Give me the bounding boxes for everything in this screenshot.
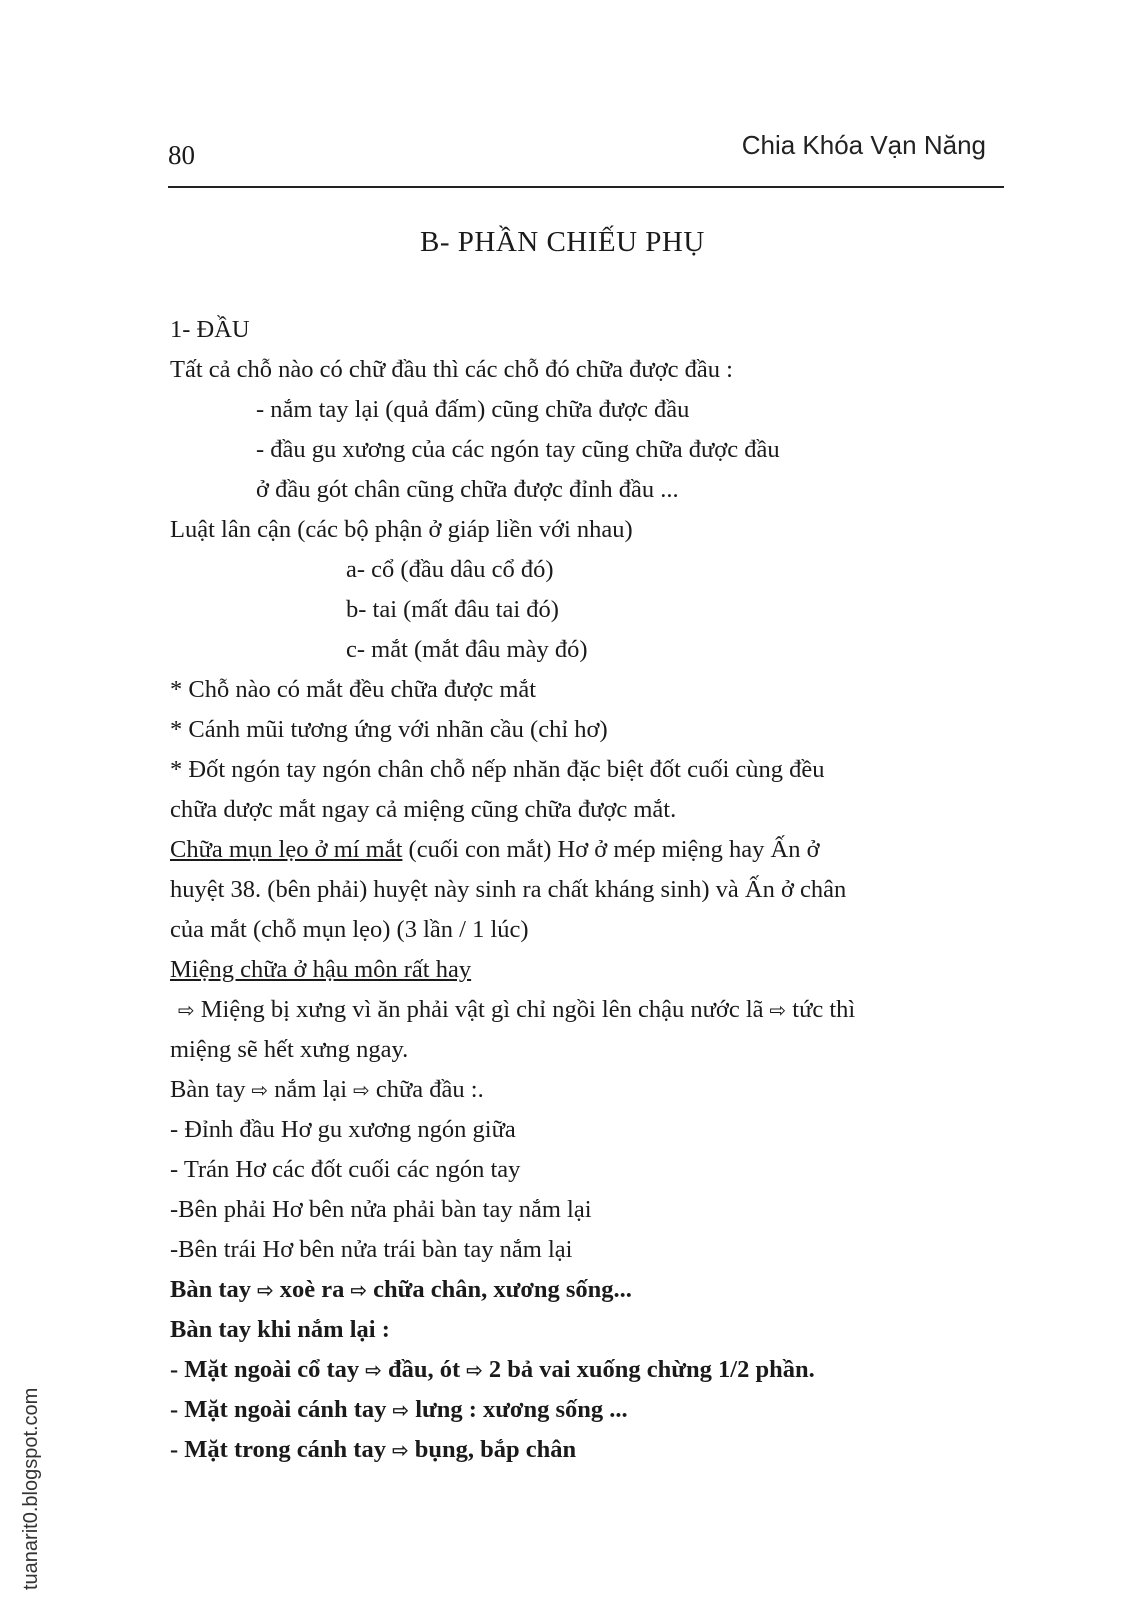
text-line: 1- ĐẦU: [170, 316, 250, 343]
text-fragment: - Mặt trong cánh tay: [170, 1436, 386, 1463]
arrow-icon: ⇨: [178, 998, 195, 1022]
arrow-icon: ⇨: [257, 1278, 274, 1302]
text-line: Bàn tay khi nắm lại :: [170, 1316, 390, 1343]
arrow-icon: ⇨: [466, 1358, 483, 1382]
text-line: * Cánh mũi tương ứng với nhãn cầu (chỉ hơ): [170, 716, 608, 743]
page-number: 80: [168, 140, 195, 170]
text-line: huyệt 38. (bên phải) huyệt này sinh ra chất kháng sinh) và Ấn ở chân: [170, 876, 847, 903]
text-line: của mắt (chỗ mụn lẹo) (3 lần / 1 lúc): [170, 916, 529, 943]
arrow-icon: ⇨: [350, 1278, 368, 1302]
text-fragment: bụng, bắp chân: [414, 1436, 577, 1463]
text-fragment: 2 bả vai xuống chừng 1/2 phần.: [488, 1356, 815, 1383]
text-line: [170, 1070, 1030, 1110]
arrow-icon: ⇨: [353, 1078, 370, 1102]
arrow-icon: ⇨: [251, 1078, 269, 1102]
text-line: - Trán Hơ các đốt cuối các ngón tay: [170, 1156, 521, 1183]
text-line: a- cổ (đầu dâu cổ đó): [346, 556, 554, 583]
text-line: [170, 830, 1030, 870]
text-line: [170, 1270, 1030, 1310]
text-fragment: tức thì: [792, 996, 856, 1023]
text-line: -Bên trái Hơ bên nửa trái bàn tay nắm lại: [170, 1236, 573, 1263]
text-line: miệng sẽ hết xưng ngay.: [170, 1036, 409, 1063]
text-line: c- mắt (mắt đâu mày đó): [346, 636, 588, 663]
text-fragment: - Mặt ngoài cổ tay: [170, 1356, 360, 1383]
text-fragment: Bàn tay: [170, 1076, 246, 1103]
text-line: * Chỗ nào có mắt đều chữa được mắt: [170, 676, 537, 703]
text-fragment: chữa chân, xương sống...: [373, 1276, 632, 1303]
text-fragment: nắm lại: [274, 1076, 348, 1103]
running-header-title: Chia Khóa Vạn Năng: [741, 130, 986, 160]
subheading-underlined: Miệng chữa ở hậu môn rất hay: [170, 956, 472, 983]
arrow-icon: ⇨: [392, 1398, 410, 1422]
text-line: -Bên phải Hơ bên nửa phải bàn tay nắm lại: [170, 1196, 592, 1223]
text-line: chữa dược mắt ngay cả miệng cũng chữa được mắt.: [170, 796, 677, 823]
text-fragment: chữa đầu :.: [375, 1076, 484, 1103]
text-fragment: - Mặt ngoài cánh tay: [170, 1396, 387, 1423]
text-line: Tất cả chỗ nào có chữ đầu thì các chỗ đó chữa được đầu :: [170, 356, 733, 383]
text-line: * Đốt ngón tay ngón chân chỗ nếp nhăn đặc biệt đốt cuối cùng đều: [170, 756, 825, 783]
text-fragment: xoè ra: [279, 1276, 345, 1303]
text-line: Luật lân cận (các bộ phận ở giáp liền với nhau): [170, 516, 633, 543]
section-title: B- PHẦN CHIẾU PHỤ: [420, 226, 705, 258]
text-fragment: (cuối con mắt) Hơ ở mép miệng hay Ấn ở: [402, 836, 820, 863]
subheading-underlined: Chữa mụn lẹo ở mí mắt: [170, 836, 403, 863]
text-line: [170, 1390, 1030, 1430]
text-line: - đầu gu xương của các ngón tay cũng chữa được đầu: [256, 436, 780, 463]
arrow-icon: ⇨: [365, 1358, 382, 1382]
arrow-icon: ⇨: [769, 998, 787, 1022]
text-line: - nắm tay lại (quả đấm) cũng chữa được đầu: [256, 396, 690, 423]
text-fragment: Miệng bị xưng vì ăn phải vật gì chỉ ngồi lên chậu nước lã: [200, 996, 764, 1023]
text-line: ở đầu gót chân cũng chữa được đỉnh đầu ...: [256, 476, 679, 503]
text-line: [170, 1430, 1030, 1470]
arrow-icon: ⇨: [391, 1438, 409, 1462]
text-line: [170, 1350, 1030, 1390]
text-line: - Đỉnh đầu Hơ gu xương ngón giữa: [170, 1116, 516, 1143]
text-line: b- tai (mất đâu tai đó): [346, 596, 559, 623]
text-line: [170, 990, 1030, 1030]
text-fragment: đầu, ót: [387, 1356, 461, 1383]
watermark-text: tuanarit0.blogspot.com: [20, 1387, 42, 1590]
body-text: [170, 310, 1030, 1470]
text-fragment: Bàn tay: [170, 1276, 252, 1303]
header-rule: [168, 186, 1004, 188]
text-fragment: lưng : xương sống ...: [415, 1396, 628, 1423]
